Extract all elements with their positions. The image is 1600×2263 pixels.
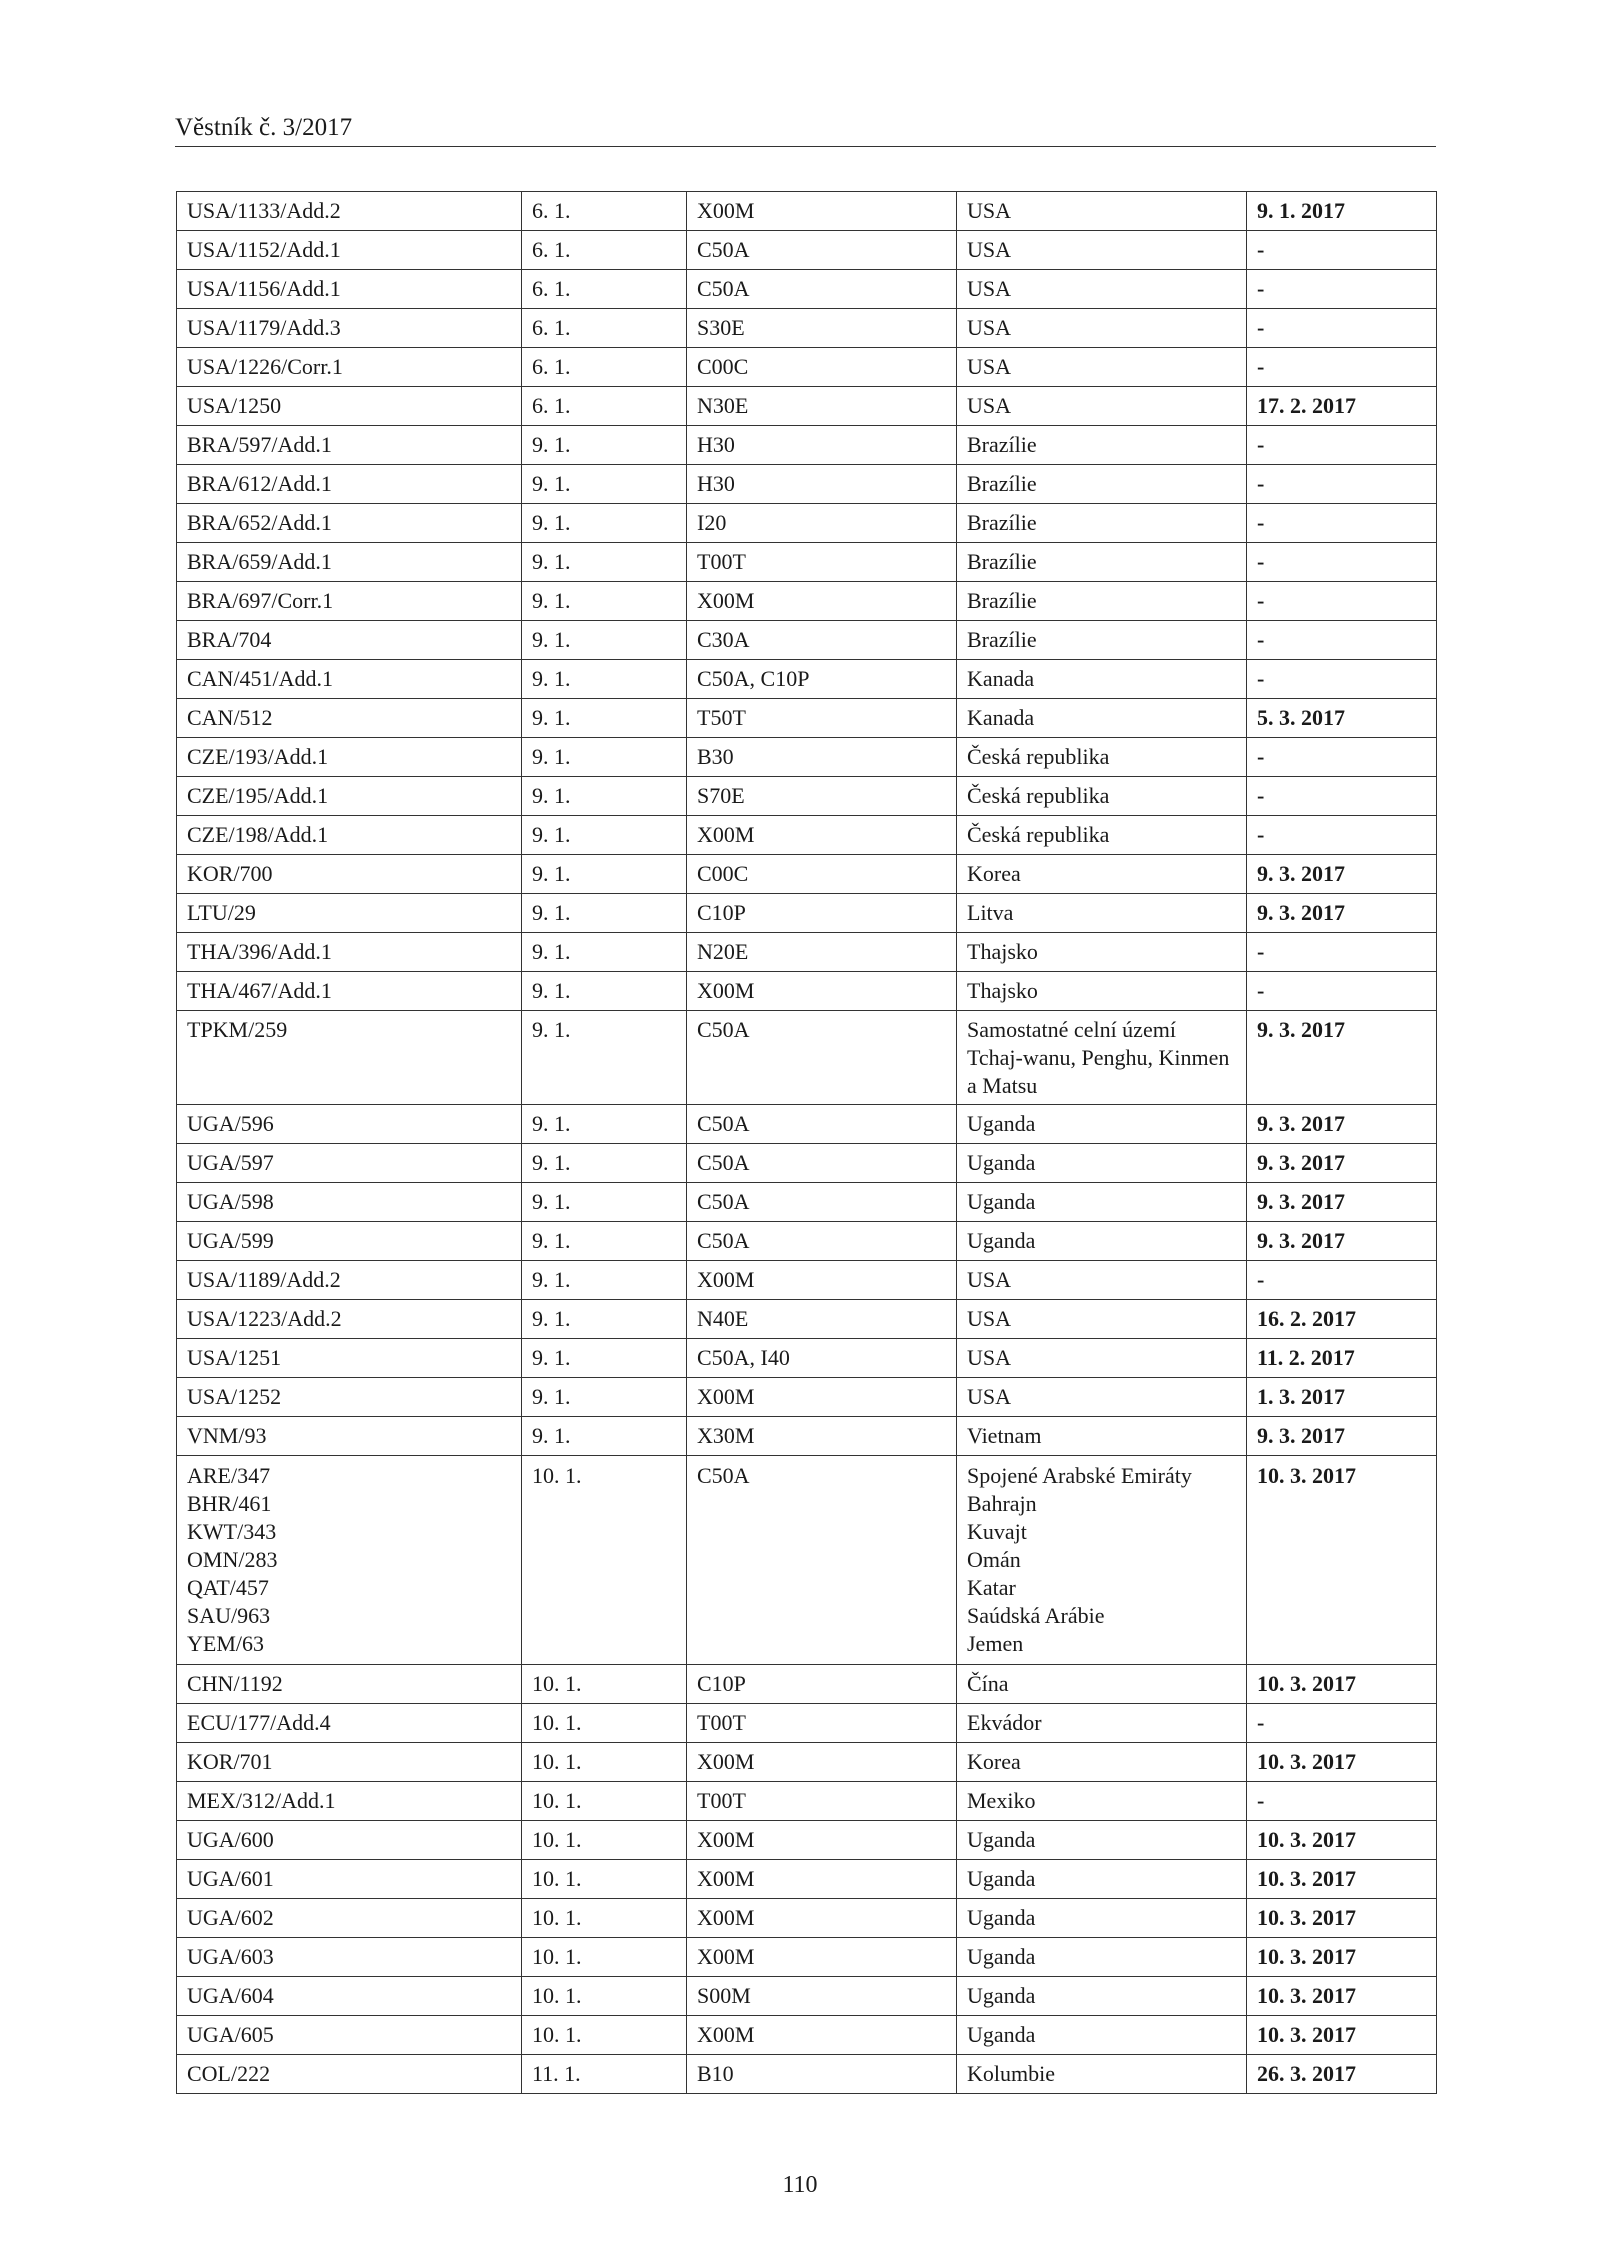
date-cell: 9. 1. bbox=[522, 465, 687, 504]
date-cell: 10. 1. bbox=[522, 1704, 687, 1743]
document-symbol-cell: THA/396/Add.1 bbox=[177, 933, 522, 972]
table-row bbox=[177, 1339, 1437, 1378]
table-row bbox=[177, 699, 1437, 738]
table-row bbox=[177, 2055, 1437, 2094]
date-cell: 10. 1. bbox=[522, 1899, 687, 1938]
country-cell: Uganda bbox=[957, 1183, 1247, 1222]
document-symbol-cell: MEX/312/Add.1 bbox=[177, 1782, 522, 1821]
document-symbol-cell: UGA/601 bbox=[177, 1860, 522, 1899]
country-cell: Uganda bbox=[957, 1105, 1247, 1144]
ics-code-cell: N40E bbox=[687, 1300, 957, 1339]
country-cell: Uganda bbox=[957, 1222, 1247, 1261]
document-symbol-cell: BRA/652/Add.1 bbox=[177, 504, 522, 543]
deadline-cell: 10. 3. 2017 bbox=[1247, 1456, 1437, 1665]
ics-code-cell: C50A bbox=[687, 1222, 957, 1261]
document-symbol-cell: LTU/29 bbox=[177, 894, 522, 933]
table-row bbox=[177, 777, 1437, 816]
table-row bbox=[177, 738, 1437, 777]
table-row bbox=[177, 192, 1437, 231]
document-symbol-cell: USA/1250 bbox=[177, 387, 522, 426]
document-symbol-cell: BRA/612/Add.1 bbox=[177, 465, 522, 504]
country-cell: Brazílie bbox=[957, 543, 1247, 582]
table-row bbox=[177, 1704, 1437, 1743]
country-cell: USA bbox=[957, 231, 1247, 270]
date-cell: 9. 1. bbox=[522, 1339, 687, 1378]
table-row bbox=[177, 1821, 1437, 1860]
country-cell: Mexiko bbox=[957, 1782, 1247, 1821]
table-row bbox=[177, 348, 1437, 387]
document-symbol-cell: USA/1152/Add.1 bbox=[177, 231, 522, 270]
deadline-cell: 10. 3. 2017 bbox=[1247, 1977, 1437, 2016]
date-cell: 10. 1. bbox=[522, 1743, 687, 1782]
date-cell: 9. 1. bbox=[522, 855, 687, 894]
date-cell: 9. 1. bbox=[522, 1011, 687, 1105]
country-cell: Česká republika bbox=[957, 738, 1247, 777]
ics-code-cell: C00C bbox=[687, 855, 957, 894]
cell-line: Katar bbox=[967, 1575, 1016, 1600]
country-cell: Thajsko bbox=[957, 933, 1247, 972]
country-cell: Samostatné celní území Tchaj-wanu, Penghu, Kinmen a Matsu bbox=[957, 1011, 1247, 1105]
country-cell: Kolumbie bbox=[957, 2055, 1247, 2094]
ics-code-cell: B10 bbox=[687, 2055, 957, 2094]
table-row bbox=[177, 2016, 1437, 2055]
cell-line: OMN/283 bbox=[187, 1547, 278, 1572]
date-cell: 10. 1. bbox=[522, 2016, 687, 2055]
country-cell: USA bbox=[957, 1339, 1247, 1378]
document-symbol-cell: BRA/704 bbox=[177, 621, 522, 660]
ics-code-cell: X00M bbox=[687, 972, 957, 1011]
date-cell: 9. 1. bbox=[522, 504, 687, 543]
ics-code-cell: X00M bbox=[687, 2016, 957, 2055]
country-cell: Korea bbox=[957, 1743, 1247, 1782]
document-symbol-cell: USA/1223/Add.2 bbox=[177, 1300, 522, 1339]
cell-line: Bahrajn bbox=[967, 1491, 1037, 1516]
deadline-cell: - bbox=[1247, 465, 1437, 504]
deadline-cell: 10. 3. 2017 bbox=[1247, 1899, 1437, 1938]
deadline-cell: - bbox=[1247, 816, 1437, 855]
document-symbol-cell: USA/1156/Add.1 bbox=[177, 270, 522, 309]
ics-code-cell: C50A bbox=[687, 231, 957, 270]
country-cell: Uganda bbox=[957, 1977, 1247, 2016]
table-row bbox=[177, 1665, 1437, 1704]
ics-code-cell: C50A, C10P bbox=[687, 660, 957, 699]
table-row bbox=[177, 1011, 1437, 1105]
ics-code-cell: C50A bbox=[687, 1456, 957, 1665]
country-cell: Kanada bbox=[957, 660, 1247, 699]
ics-code-cell: C50A bbox=[687, 1011, 957, 1105]
table-row bbox=[177, 465, 1437, 504]
ics-code-cell: H30 bbox=[687, 465, 957, 504]
table-row bbox=[177, 1300, 1437, 1339]
date-cell: 9. 1. bbox=[522, 972, 687, 1011]
cell-line: KWT/343 bbox=[187, 1519, 277, 1544]
table-row bbox=[177, 1222, 1437, 1261]
date-cell: 9. 1. bbox=[522, 621, 687, 660]
document-symbol-cell bbox=[177, 1456, 522, 1665]
ics-code-cell: T00T bbox=[687, 1782, 957, 1821]
deadline-cell: - bbox=[1247, 933, 1437, 972]
table-row bbox=[177, 1977, 1437, 2016]
table-row bbox=[177, 1456, 1437, 1665]
table-row bbox=[177, 1860, 1437, 1899]
cell-line: ARE/347 bbox=[187, 1463, 271, 1488]
cell-line: Kuvajt bbox=[967, 1519, 1027, 1544]
country-cell: Brazílie bbox=[957, 426, 1247, 465]
document-symbol-cell: UGA/604 bbox=[177, 1977, 522, 2016]
document-symbol-cell: VNM/93 bbox=[177, 1417, 522, 1456]
deadline-cell: - bbox=[1247, 348, 1437, 387]
ics-code-cell: I20 bbox=[687, 504, 957, 543]
page-header bbox=[175, 113, 1436, 147]
document-symbol-cell: USA/1226/Corr.1 bbox=[177, 348, 522, 387]
date-cell: 9. 1. bbox=[522, 1261, 687, 1300]
cell-line: Spojené Arabské Emiráty bbox=[967, 1463, 1192, 1488]
document-symbol-cell: BRA/597/Add.1 bbox=[177, 426, 522, 465]
document-symbol-cell: BRA/659/Add.1 bbox=[177, 543, 522, 582]
table-row bbox=[177, 1782, 1437, 1821]
date-cell: 9. 1. bbox=[522, 1378, 687, 1417]
ics-code-cell: X00M bbox=[687, 1261, 957, 1300]
cell-line: QAT/457 bbox=[187, 1575, 269, 1600]
date-cell: 9. 1. bbox=[522, 816, 687, 855]
ics-code-cell: S70E bbox=[687, 777, 957, 816]
deadline-cell: - bbox=[1247, 1782, 1437, 1821]
table-row bbox=[177, 1743, 1437, 1782]
country-cell: Česká republika bbox=[957, 777, 1247, 816]
country-cell: Kanada bbox=[957, 699, 1247, 738]
document-symbol-cell: UGA/598 bbox=[177, 1183, 522, 1222]
country-cell: Brazílie bbox=[957, 621, 1247, 660]
ics-code-cell: S30E bbox=[687, 309, 957, 348]
deadline-cell: - bbox=[1247, 738, 1437, 777]
deadline-cell: 11. 2. 2017 bbox=[1247, 1339, 1437, 1378]
document-symbol-cell: UGA/599 bbox=[177, 1222, 522, 1261]
ics-code-cell: N30E bbox=[687, 387, 957, 426]
deadline-cell: - bbox=[1247, 309, 1437, 348]
deadline-cell: - bbox=[1247, 426, 1437, 465]
date-cell: 6. 1. bbox=[522, 231, 687, 270]
document-symbol-cell: UGA/597 bbox=[177, 1144, 522, 1183]
date-cell: 6. 1. bbox=[522, 309, 687, 348]
ics-code-cell: X00M bbox=[687, 1938, 957, 1977]
deadline-cell: 10. 3. 2017 bbox=[1247, 1821, 1437, 1860]
document-symbol-cell: BRA/697/Corr.1 bbox=[177, 582, 522, 621]
date-cell: 10. 1. bbox=[522, 1782, 687, 1821]
table-row bbox=[177, 1417, 1437, 1456]
ics-code-cell: C00C bbox=[687, 348, 957, 387]
deadline-cell: 10. 3. 2017 bbox=[1247, 1938, 1437, 1977]
deadline-cell: 10. 3. 2017 bbox=[1247, 1665, 1437, 1704]
document-symbol-cell: UGA/602 bbox=[177, 1899, 522, 1938]
country-cell: Litva bbox=[957, 894, 1247, 933]
table-row bbox=[177, 933, 1437, 972]
deadline-cell: - bbox=[1247, 231, 1437, 270]
date-cell: 10. 1. bbox=[522, 1456, 687, 1665]
date-cell: 9. 1. bbox=[522, 426, 687, 465]
table-row bbox=[177, 1938, 1437, 1977]
cell-line: SAU/963 bbox=[187, 1603, 271, 1628]
table-row bbox=[177, 231, 1437, 270]
ics-code-cell: C10P bbox=[687, 894, 957, 933]
date-cell: 10. 1. bbox=[522, 1860, 687, 1899]
date-cell: 9. 1. bbox=[522, 933, 687, 972]
table-row bbox=[177, 855, 1437, 894]
deadline-cell: - bbox=[1247, 504, 1437, 543]
deadline-cell: 10. 3. 2017 bbox=[1247, 1860, 1437, 1899]
deadline-cell: 16. 2. 2017 bbox=[1247, 1300, 1437, 1339]
page-number: 110 bbox=[782, 2172, 818, 2198]
deadline-cell: - bbox=[1247, 972, 1437, 1011]
country-cell: Uganda bbox=[957, 1144, 1247, 1183]
document-symbol-cell: CZE/195/Add.1 bbox=[177, 777, 522, 816]
date-cell: 6. 1. bbox=[522, 348, 687, 387]
country-cell: USA bbox=[957, 192, 1247, 231]
date-cell: 10. 1. bbox=[522, 1938, 687, 1977]
deadline-cell: - bbox=[1247, 621, 1437, 660]
deadline-cell: 10. 3. 2017 bbox=[1247, 1743, 1437, 1782]
table-row bbox=[177, 1144, 1437, 1183]
ics-code-cell: S00M bbox=[687, 1977, 957, 2016]
ics-code-cell: T00T bbox=[687, 1704, 957, 1743]
date-cell: 9. 1. bbox=[522, 543, 687, 582]
document-symbol-cell: TPKM/259 bbox=[177, 1011, 522, 1105]
ics-code-cell: X00M bbox=[687, 816, 957, 855]
date-cell: 10. 1. bbox=[522, 1821, 687, 1860]
deadline-cell: 9. 3. 2017 bbox=[1247, 1417, 1437, 1456]
cell-line: Jemen bbox=[967, 1631, 1024, 1656]
document-symbol-cell: ECU/177/Add.4 bbox=[177, 1704, 522, 1743]
table-row bbox=[177, 972, 1437, 1011]
notification-table bbox=[176, 191, 1437, 2094]
table-row bbox=[177, 387, 1437, 426]
document-symbol-cell: USA/1252 bbox=[177, 1378, 522, 1417]
country-cell: USA bbox=[957, 348, 1247, 387]
ics-code-cell: N20E bbox=[687, 933, 957, 972]
table-row bbox=[177, 894, 1437, 933]
deadline-cell: - bbox=[1247, 660, 1437, 699]
table-row bbox=[177, 582, 1437, 621]
country-cell: Čína bbox=[957, 1665, 1247, 1704]
document-symbol-cell: CHN/1192 bbox=[177, 1665, 522, 1704]
document-symbol-cell: COL/222 bbox=[177, 2055, 522, 2094]
cell-line: Saúdská Arábie bbox=[967, 1603, 1105, 1628]
country-cell: Uganda bbox=[957, 1899, 1247, 1938]
date-cell: 9. 1. bbox=[522, 1144, 687, 1183]
ics-code-cell: C10P bbox=[687, 1665, 957, 1704]
deadline-cell: 9. 3. 2017 bbox=[1247, 1011, 1437, 1105]
ics-code-cell: T50T bbox=[687, 699, 957, 738]
ics-code-cell: X00M bbox=[687, 582, 957, 621]
deadline-cell: 17. 2. 2017 bbox=[1247, 387, 1437, 426]
document-symbol-cell: USA/1251 bbox=[177, 1339, 522, 1378]
document-symbol-cell: UGA/603 bbox=[177, 1938, 522, 1977]
country-cell: USA bbox=[957, 270, 1247, 309]
document-symbol-cell: KOR/700 bbox=[177, 855, 522, 894]
country-cell: Korea bbox=[957, 855, 1247, 894]
cell-line: Omán bbox=[967, 1547, 1021, 1572]
country-cell: Vietnam bbox=[957, 1417, 1247, 1456]
date-cell: 9. 1. bbox=[522, 777, 687, 816]
bulletin-title: Věstník č. 3/2017 bbox=[175, 114, 353, 141]
table-row bbox=[177, 816, 1437, 855]
document-symbol-cell: USA/1133/Add.2 bbox=[177, 192, 522, 231]
deadline-cell: 9. 1. 2017 bbox=[1247, 192, 1437, 231]
table-row bbox=[177, 660, 1437, 699]
deadline-cell: 1. 3. 2017 bbox=[1247, 1378, 1437, 1417]
deadline-cell: - bbox=[1247, 1261, 1437, 1300]
deadline-cell: 10. 3. 2017 bbox=[1247, 2016, 1437, 2055]
notification-table-body bbox=[177, 192, 1437, 2094]
ics-code-cell: X30M bbox=[687, 1417, 957, 1456]
date-cell: 9. 1. bbox=[522, 582, 687, 621]
ics-code-cell: X00M bbox=[687, 1821, 957, 1860]
date-cell: 9. 1. bbox=[522, 699, 687, 738]
date-cell: 10. 1. bbox=[522, 1665, 687, 1704]
country-cell: Thajsko bbox=[957, 972, 1247, 1011]
country-cell: Ekvádor bbox=[957, 1704, 1247, 1743]
ics-code-cell: B30 bbox=[687, 738, 957, 777]
date-cell: 9. 1. bbox=[522, 1105, 687, 1144]
cell-line: YEM/63 bbox=[187, 1631, 264, 1656]
ics-code-cell: C30A bbox=[687, 621, 957, 660]
country-cell: Uganda bbox=[957, 1821, 1247, 1860]
date-cell: 9. 1. bbox=[522, 660, 687, 699]
table-row bbox=[177, 621, 1437, 660]
country-cell: Uganda bbox=[957, 2016, 1247, 2055]
deadline-cell: - bbox=[1247, 777, 1437, 816]
deadline-cell: 9. 3. 2017 bbox=[1247, 894, 1437, 933]
document-symbol-cell: UGA/596 bbox=[177, 1105, 522, 1144]
document-symbol-cell: CAN/512 bbox=[177, 699, 522, 738]
document-symbol-cell: KOR/701 bbox=[177, 1743, 522, 1782]
document-symbol-cell: THA/467/Add.1 bbox=[177, 972, 522, 1011]
country-cell: Brazílie bbox=[957, 504, 1247, 543]
ics-code-cell: X00M bbox=[687, 1899, 957, 1938]
table-row bbox=[177, 1261, 1437, 1300]
deadline-cell: 9. 3. 2017 bbox=[1247, 1222, 1437, 1261]
ics-code-cell: H30 bbox=[687, 426, 957, 465]
date-cell: 9. 1. bbox=[522, 738, 687, 777]
table-row bbox=[177, 504, 1437, 543]
table-row bbox=[177, 543, 1437, 582]
ics-code-cell: C50A bbox=[687, 1183, 957, 1222]
country-cell: USA bbox=[957, 387, 1247, 426]
ics-code-cell: C50A bbox=[687, 1144, 957, 1183]
deadline-cell: 26. 3. 2017 bbox=[1247, 2055, 1437, 2094]
table-row bbox=[177, 1378, 1437, 1417]
country-cell: Brazílie bbox=[957, 465, 1247, 504]
date-cell: 6. 1. bbox=[522, 192, 687, 231]
ics-code-cell: T00T bbox=[687, 543, 957, 582]
deadline-cell: 5. 3. 2017 bbox=[1247, 699, 1437, 738]
deadline-cell: 9. 3. 2017 bbox=[1247, 1144, 1437, 1183]
table-row bbox=[177, 270, 1437, 309]
country-cell: Česká republika bbox=[957, 816, 1247, 855]
country-cell: USA bbox=[957, 309, 1247, 348]
table-row bbox=[177, 426, 1437, 465]
date-cell: 9. 1. bbox=[522, 1417, 687, 1456]
date-cell: 9. 1. bbox=[522, 1183, 687, 1222]
deadline-cell: - bbox=[1247, 543, 1437, 582]
date-cell: 10. 1. bbox=[522, 1977, 687, 2016]
table-row bbox=[177, 1183, 1437, 1222]
deadline-cell: 9. 3. 2017 bbox=[1247, 1105, 1437, 1144]
date-cell: 6. 1. bbox=[522, 387, 687, 426]
date-cell: 9. 1. bbox=[522, 1222, 687, 1261]
ics-code-cell: C50A, I40 bbox=[687, 1339, 957, 1378]
table-row bbox=[177, 309, 1437, 348]
date-cell: 6. 1. bbox=[522, 270, 687, 309]
ics-code-cell: X00M bbox=[687, 1378, 957, 1417]
ics-code-cell: X00M bbox=[687, 192, 957, 231]
deadline-cell: - bbox=[1247, 582, 1437, 621]
document-symbol-cell: CAN/451/Add.1 bbox=[177, 660, 522, 699]
country-cell: Brazílie bbox=[957, 582, 1247, 621]
ics-code-cell: C50A bbox=[687, 270, 957, 309]
document-symbol-cell: USA/1179/Add.3 bbox=[177, 309, 522, 348]
country-cell: USA bbox=[957, 1378, 1247, 1417]
date-cell: 9. 1. bbox=[522, 894, 687, 933]
cell-line: BHR/461 bbox=[187, 1491, 272, 1516]
document-symbol-cell: CZE/193/Add.1 bbox=[177, 738, 522, 777]
document-symbol-cell: USA/1189/Add.2 bbox=[177, 1261, 522, 1300]
date-cell: 9. 1. bbox=[522, 1300, 687, 1339]
deadline-cell: - bbox=[1247, 270, 1437, 309]
ics-code-cell: X00M bbox=[687, 1743, 957, 1782]
country-cell: Uganda bbox=[957, 1938, 1247, 1977]
deadline-cell: 9. 3. 2017 bbox=[1247, 1183, 1437, 1222]
country-cell: USA bbox=[957, 1261, 1247, 1300]
date-cell: 11. 1. bbox=[522, 2055, 687, 2094]
document-symbol-cell: UGA/605 bbox=[177, 2016, 522, 2055]
table-row bbox=[177, 1899, 1437, 1938]
country-cell: Uganda bbox=[957, 1860, 1247, 1899]
ics-code-cell: X00M bbox=[687, 1860, 957, 1899]
document-symbol-cell: UGA/600 bbox=[177, 1821, 522, 1860]
country-cell: USA bbox=[957, 1300, 1247, 1339]
table-row bbox=[177, 1105, 1437, 1144]
deadline-cell: - bbox=[1247, 1704, 1437, 1743]
country-cell bbox=[957, 1456, 1247, 1665]
document-symbol-cell: CZE/198/Add.1 bbox=[177, 816, 522, 855]
deadline-cell: 9. 3. 2017 bbox=[1247, 855, 1437, 894]
ics-code-cell: C50A bbox=[687, 1105, 957, 1144]
